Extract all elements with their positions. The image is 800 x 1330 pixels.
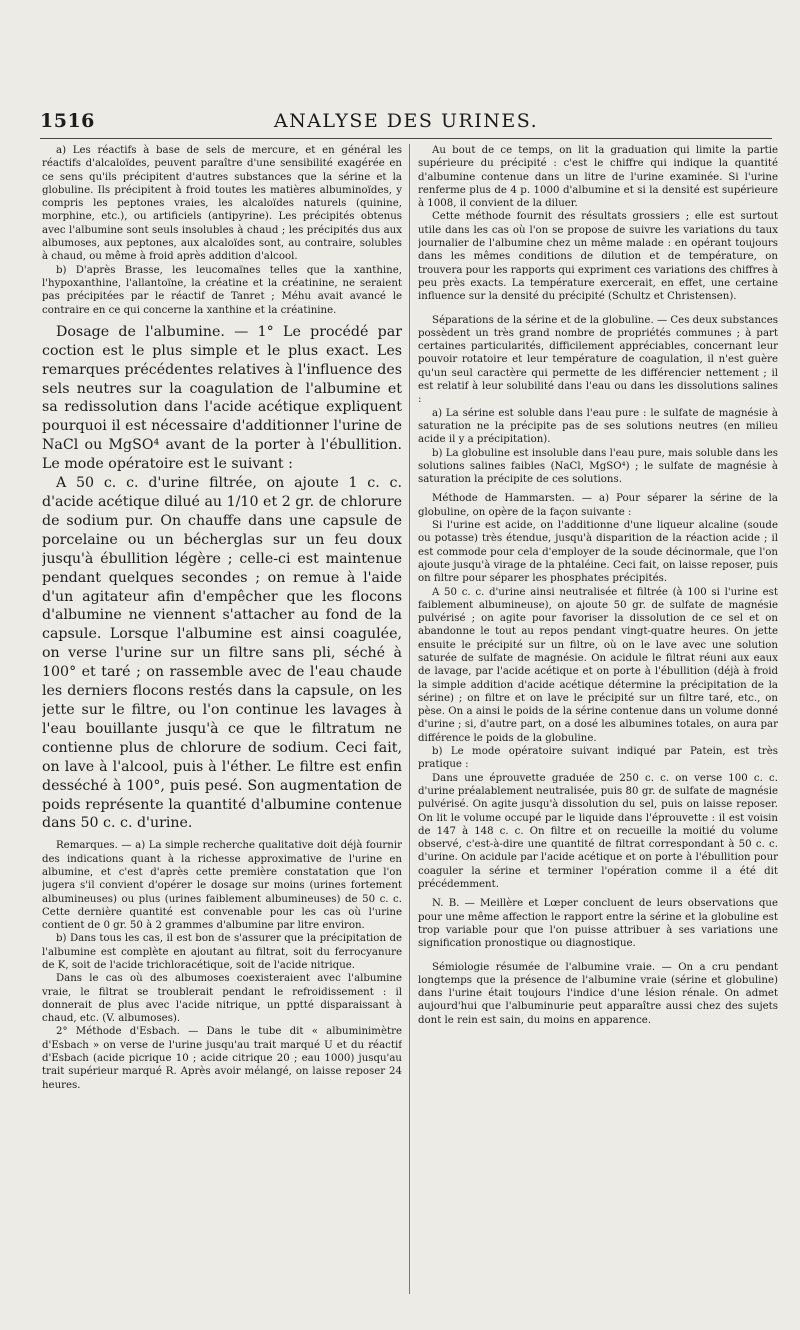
paragraph: a) Les réactifs à base de sels de mercure, et en général les réactifs d'alcaloïdes, peuvent paraître d'une sensibilité exagérée en ce sens qu'ils précipitent d'autres substances que la sérine et la globuline. Ils précipitent à froid toutes les matières albuminoïdes, y compris les peptones vraies, les alcaloïdes naturels (quinine, morphine, etc.), ou artificiels (antipyrine). Les précipités obtenus avec l'albumine sont seuls insolubles à chaud ; les précipités dus aux albumoses, aux peptones, aux alcaloïdes sont, au contraire, solubles à chaud, ou même à froid après addition d'alcool. — [42, 145, 402, 263]
left-column — [42, 144, 402, 1092]
paragraph: Au bout de ce temps, on lit la graduation qui limite la partie supérieure du précipité : c'est le chiffre qui indique la quantité d'albumine contenue dans un litre de l'urine examinée. Si l'urine renferme plus de 4 p. 1000 d'albumine et si la densité est supérieure à 1008, il convient de la diluer. — [418, 145, 778, 210]
page-header — [40, 108, 772, 138]
running-title: ANALYSE DES URINES. — [273, 110, 539, 132]
paragraph: Si l'urine est acide, on l'additionne d'une liqueur alcaline (soude ou potasse) très étendue, jusqu'à disparition de la réaction acide ; il est commode pour cela d'employer de la soude décinormale, que l'on ajoute jusqu'à virage de la phtaléine. Ceci fait, on laisse reposer, puis on filtre pour séparer les phosphates précipités. — [418, 520, 778, 585]
paragraph-nb: N. B. — Meillère et Lœper concluent de leurs observations que pour une même affection le rapport entre la sérine et la globuline est trop variable pour que l'on puisse attribuer à ses variations une signification pronostique ou diagnostique. — [418, 898, 778, 950]
paragraph: A 50 c. c. d'urine filtrée, on ajoute 1 c. c. d'acide acétique dilué au 1/10 et 2 gr. de chlorure de sodium pur. On chauffe dans une capsule de porcelaine ou un bécherglas sur un feu doux jusqu'à ébullition légère ; celle-ci est maintenue pendant quelques secondes ; on remue à l'aide d'un agitateur afin d'empêcher que les flocons d'albumine ne viennent s'attacher au fond de la capsule. Lorsque l'albumine est ainsi coagulée, on verse l'urine sur un filtre sans pli, séché à 100° et taré ; on rassemble avec de l'eau chaude les derniers flocons restés dans la capsule, on les jette sur le filtre, ou l'on continue les lavages à l'eau bouillante jusqu'à ce que le filtratum ne contienne plus de chlorure de sodium. Ceci fait, on lave à l'alcool, puis à l'éther. Le filtre est enfin desséché à 100°, puis pesé. Son augmentation de poids représente la quantité d'albumine contenue dans 50 c. c. d'urine. — [42, 475, 402, 832]
page-number: 1516 — [40, 110, 95, 132]
paragraph: Dans une éprouvette graduée de 250 c. c. on verse 100 c. c. d'urine préalablement neutralisée, puis 80 gr. de sulfate de magnésie pulvérisé. On agite jusqu'à dissolution du sel, puis on laisse reposer. On lit le volume occupé par le liquide dans l'éprouvette : il est voisin de 147 à 148 c. c. On filtre et on recueille la moitié du volume observé, c'est-à-dire une quantité de filtrat correspondant à 50 c. c. d'urine. On acidule par l'acide acétique et on porte à l'ébullition pour coaguler la sérine et terminer l'opération comme il a été dit précédemment. — [418, 772, 778, 891]
header-rule — [40, 138, 772, 139]
paragraph-methode-hammarsten: Méthode de Hammarsten. — a) Pour séparer la sérine de la globuline, on opère de la façon suivante : — [418, 493, 778, 518]
paragraph-methode-esbach: 2° Méthode d'Esbach. — Dans le tube dit « albuminimètre d'Esbach » on verse de l'urine jusqu'au trait marqué U et du réactif d'Esbach (acide picrique 10 ; acide citrique 20 ; eau 1000) jusqu'au trait supérieur marqué R. Après avoir mélangé, on laisse reposer 24 heures. — [42, 1026, 402, 1091]
paragraph: Cette méthode fournit des résultats grossiers ; elle est surtout utile dans les cas où l'on se propose de suivre les variations du taux journalier de l'albumine chez un même malade : en opérant toujours dans les mêmes conditions de dilution et de température, on trouvera pour les rapports qui expriment ces variations des chiffres à peu près exacts. La température exercerait, en effet, une certaine influence sur la densité du précipité (Schultz et Christensen). — [418, 211, 778, 303]
section-semiologie: Sémiologie résumée de l'albumine vraie. — On a cru pendant longtemps que la présence de l'albumine vraie (sérine et globuline) dans l'urine était toujours l'indice d'une lésion rénale. On admet aujourd'hui que l'albuminurie peut apparaître aussi chez des sujets dont le rein est sain, du moins en apparence. — [418, 961, 778, 1026]
column-divider — [409, 144, 410, 1294]
paragraph: Dans le cas où des albumoses coexisteraient avec l'albumine vraie, le filtrat se troublerait pendant le refroidissement : il donnerait de plus avec l'acide nitrique, un pptté disparaissant à chaud, etc. (V. albumoses). — [42, 973, 402, 1025]
paragraph: b) Le mode opératoire suivant indiqué par Patein, est très pratique : — [418, 746, 778, 771]
section-separations: Séparations de la sérine et de la globuline. — Ces deux substances possèdent un très grand nombre de propriétés communes ; à part certaines particularités, difficilement appréciables, concernant leur pouvoir rotatoire et leur température de coagulation, il n'est guère qu'un seul caractère qui permette de les différencier nettement ; il est relatif à leur solubilité dans l'eau ou dans les dissolutions salines : — [418, 314, 778, 406]
paragraph-remarques: Remarques. — a) La simple recherche qualitative doit déjà fournir des indications quant à la richesse approximative de l'urine en albumine, et c'est d'après cette première constatation que l'on jugera s'il convient d'opérer le dosage sur moins (urines fortement albumineuses) ou plus (urines faiblement albumineuses) de 50 c. c. Cette dernière quantité est convenable pour les cas où l'urine contient de 0 gr. 50 à 2 grammes d'albumine par litre environ. — [42, 840, 402, 932]
right-column — [418, 144, 778, 1027]
section-dosage-albumine: Dosage de l'albumine. — 1° Le procédé par coction est le plus simple et le plus exact. Les remarques précédentes relatives à l'influence des sels neutres sur la coagulation de l'albumine et sa redissolution dans l'acide acétique expliquent pourquoi il est nécessaire d'additionner l'urine de NaCl ou MgSO⁴ avant de la porter à l'ébullition. Le mode opératoire est le suivant : — [42, 323, 402, 473]
paragraph: a) La sérine est soluble dans l'eau pure : le sulfate de magnésie à saturation ne la précipite pas de ses solutions neutres (en milieu acide il y a précipitation). — [418, 407, 778, 446]
paragraph: b) La globuline est insoluble dans l'eau pure, mais soluble dans les solutions salines faibles (NaCl, MgSO⁴) ; le sulfate de magnésie à saturation la précipite de ces solutions. — [418, 447, 778, 486]
paragraph: b) D'après Brasse, les leucomaïnes telles que la xanthine, l'hypoxanthine, l'allantoïne, la créatine et la créatinine, ne seraient pas précipitées par le réactif de Tanret ; Méhu avait avancé le contraire en ce qui concerne la xanthine et la créatinine. — [42, 264, 402, 316]
paragraph: A 50 c. c. d'urine ainsi neutralisée et filtrée (à 100 si l'urine est faiblement albumineuse), on ajoute 50 gr. de sulfate de magnésie pulvérisé ; on agite pour favoriser la dissolution de ce sel et on abandonne le tout au repos pendant vingt-quatre heures. On jette ensuite le précipité sur un filtre, où on le lave avec une solution saturée de sulfate de magnésie. On acidule le filtrat réuni aux eaux de lavage, par l'acide acétique et on porte à l'ébullition (déjà à froid la simple addition d'acide acétique détermine la précipitation de la sérine) ; on filtre et on lave le précipité sur un filtre taré, etc., on pèse. On a ainsi le poids de la sérine contenue dans un volume donné d'urine ; si, d'autre part, on a dosé les albumines totales, on aura par différence le poids de la globuline. — [418, 586, 778, 744]
paragraph: b) Dans tous les cas, il est bon de s'assurer que la précipitation de l'albumine est complète en ajoutant au filtrat, soit du ferrocyanure de K, soit de l'acide trichloracétique, soit de l'acide nitrique. — [42, 933, 402, 971]
